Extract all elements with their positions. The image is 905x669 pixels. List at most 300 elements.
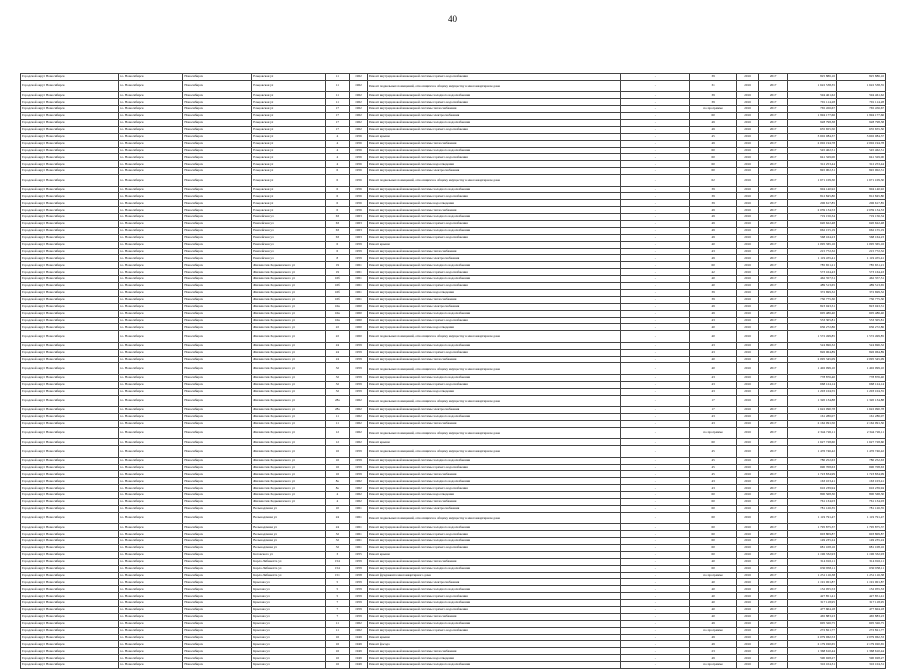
cost-total-cell: 573 164,43 — [836, 269, 885, 276]
street-cell: Жилмассив Ходкевичского ул — [252, 457, 325, 464]
city-cell: Новосибирск — [183, 414, 252, 421]
cost-total-cell: 2 179 020,65 — [836, 641, 885, 648]
street-cell: Ельцовская ул — [252, 200, 325, 207]
street-cell: Вольнодачная ул — [252, 512, 325, 524]
city-cell: Новосибирск — [183, 168, 252, 175]
flag-cell: - — [621, 147, 690, 154]
cost-total-cell: 780 252,63 — [836, 457, 885, 464]
cost-cell: 163 103,41 — [788, 478, 837, 485]
norm-cell: 39 — [690, 200, 737, 207]
table-row — [21, 524, 886, 531]
flag-cell: - — [621, 80, 690, 92]
end-year-cell: 2017 — [759, 310, 788, 317]
work-type-cell: Ремонт внутридомовой инженерной системы горячего водоснабжения — [367, 154, 620, 161]
municipality-cell: г.о. Новосибирск — [118, 478, 182, 485]
cost-cell: 823 043,31 — [788, 303, 837, 310]
district-cell: Городской округ Новосибирск — [21, 593, 119, 600]
city-cell: Новосибирск — [183, 99, 252, 106]
norm-cell: 49 — [690, 234, 737, 241]
district-cell: Городской округ Новосибирск — [21, 193, 119, 200]
norm-cell: 62 — [690, 175, 737, 187]
flag-cell: - — [621, 457, 690, 464]
norm-cell: 39 — [690, 186, 737, 193]
cost-total-cell: 761 134,03 — [836, 499, 885, 506]
work-type-cell: Ремонт внутридомовой инженерной системы горячего водоснабжения — [367, 317, 620, 324]
house-cell: 11 — [325, 80, 349, 92]
year-cell: 1959 — [350, 593, 368, 600]
district-cell: Городской округ Новосибирск — [21, 388, 119, 395]
street-cell: Ельцовская ул — [252, 175, 325, 187]
year-cell: 1959 — [350, 255, 368, 262]
start-year-cell: 2016 — [736, 140, 758, 147]
municipality-cell: г.о. Новосибирск — [118, 342, 182, 349]
table-row — [21, 324, 886, 331]
cost-cell: 1 191 001,87 — [788, 579, 837, 586]
city-cell: Новосибирск — [183, 283, 252, 290]
municipality-cell: г.о. Новосибирск — [118, 262, 182, 269]
cost-total-cell: 730 775,30 — [836, 296, 885, 303]
house-cell: 28а — [325, 407, 349, 414]
cost-total-cell: 1 994 177,66 — [836, 113, 885, 120]
city-cell: Новосибирск — [183, 310, 252, 317]
end-year-cell: 2017 — [759, 227, 788, 234]
house-cell: 28а — [325, 395, 349, 407]
end-year-cell: 2017 — [759, 374, 788, 381]
district-cell: Городской округ Новосибирск — [21, 186, 119, 193]
cost-cell: 272 821,77 — [788, 627, 837, 634]
city-cell: Новосибирск — [183, 154, 252, 161]
norm-cell: 60 — [690, 113, 737, 120]
house-cell: 6 — [325, 175, 349, 187]
start-year-cell: 2016 — [736, 593, 758, 600]
end-year-cell: 2017 — [759, 634, 788, 641]
work-type-cell: Ремонт внутридомовой инженерной системы электроснабжения — [367, 168, 620, 175]
work-type-cell: Ремонт фундамента многоквартирного дома — [367, 572, 620, 579]
year-cell: 1962 — [350, 106, 368, 113]
city-cell: Новосибирск — [183, 126, 252, 133]
end-year-cell: 2017 — [759, 234, 788, 241]
flag-cell: - — [621, 276, 690, 283]
cost-cell: 800 568,30 — [788, 492, 837, 499]
street-cell: Ельцовская ул — [252, 92, 325, 99]
street-cell: Енисейская ул — [252, 227, 325, 234]
table-row — [21, 627, 886, 634]
start-year-cell: 2016 — [736, 662, 758, 669]
start-year-cell: 2016 — [736, 407, 758, 414]
year-cell: 1962 — [350, 80, 368, 92]
house-cell: 8а — [325, 478, 349, 485]
street-cell: Жилмассив Ходкевичского ул — [252, 485, 325, 492]
cost-total-cell: 641 329,00 — [836, 154, 885, 161]
city-cell: Новосибирск — [183, 303, 252, 310]
year-cell: 1949 — [350, 641, 368, 648]
year-cell: 1961 — [350, 269, 368, 276]
work-type-cell: Ремонт внутридомовой инженерной системы горячего водоснабжения — [367, 193, 620, 200]
page-number: 40 — [448, 14, 457, 24]
cost-total-cell: 1 627 728,60 — [836, 439, 885, 446]
norm-cell: 49 — [690, 303, 737, 310]
city-cell: Новосибирск — [183, 381, 252, 388]
end-year-cell: 2017 — [759, 342, 788, 349]
year-cell: 1963 — [350, 214, 368, 221]
work-type-cell: Ремонт внутридомовой инженерной системы горячего водоснабжения — [367, 126, 620, 133]
end-year-cell: 2017 — [759, 283, 788, 290]
year-cell: 1962 — [350, 620, 368, 627]
work-type-cell: Ремонт внутридомовой инженерной системы холодного водоснабжения — [367, 524, 620, 531]
flag-cell: - — [621, 427, 690, 439]
norm-cell: 45 — [690, 446, 737, 458]
flag-cell: - — [621, 234, 690, 241]
house-cell: 6 — [325, 168, 349, 175]
norm-cell: 42 — [690, 269, 737, 276]
start-year-cell: 2016 — [736, 221, 758, 228]
work-type-cell: Ремонт внутридомовой инженерной системы электроснабжения — [367, 505, 620, 512]
municipality-cell: г.о. Новосибирск — [118, 296, 182, 303]
table-row — [21, 342, 886, 349]
house-cell: 16 — [325, 655, 349, 662]
year-cell: 1956 — [350, 175, 368, 187]
start-year-cell: 2016 — [736, 381, 758, 388]
table-row — [21, 80, 886, 92]
house-cell: 8 — [325, 255, 349, 262]
end-year-cell: 2017 — [759, 457, 788, 464]
cost-total-cell: 1 191 001,87 — [836, 579, 885, 586]
cost-cell: 845 002,31 — [788, 168, 837, 175]
cost-total-cell: 2 095 345,09 — [836, 356, 885, 363]
cost-cell: 904 140,92 — [788, 186, 837, 193]
start-year-cell: 2016 — [736, 544, 758, 551]
end-year-cell: 2017 — [759, 168, 788, 175]
district-cell: Городской округ Новосибирск — [21, 92, 119, 99]
cost-total-cell: 312 253,44 — [836, 161, 885, 168]
year-cell: 1960 — [350, 324, 368, 331]
table-row — [21, 457, 886, 464]
start-year-cell: 2016 — [736, 248, 758, 255]
municipality-cell: г.о. Новосибирск — [118, 168, 182, 175]
cost-total-cell: 635 655,50 — [836, 126, 885, 133]
city-cell: Новосибирск — [183, 471, 252, 478]
work-type-cell: Ремонт внутридомовой инженерной системы горячего водоснабжения — [367, 269, 620, 276]
city-cell: Новосибирск — [183, 363, 252, 375]
cost-total-cell: 594 461,62 — [836, 92, 885, 99]
table-row — [21, 579, 886, 586]
street-cell: Карла Либкнехта ул — [252, 558, 325, 565]
cost-cell: 312 253,44 — [788, 161, 837, 168]
year-cell: 1956 — [350, 168, 368, 175]
house-cell: 32 — [325, 388, 349, 395]
norm-cell: 60 — [690, 512, 737, 524]
cost-total-cell: 372 699,32 — [836, 289, 885, 296]
street-cell: Крылова ул — [252, 648, 325, 655]
district-cell: Городской округ Новосибирск — [21, 524, 119, 531]
work-type-cell: Ремонт внутридомовой инженерной системы холодного водоснабжения — [367, 565, 620, 572]
work-type-cell: Ремонт внутридомовой инженерной системы горячего водоснабжения — [367, 531, 620, 538]
start-year-cell: 2016 — [736, 439, 758, 446]
norm-cell: 49 — [690, 207, 737, 214]
house-cell: 6 — [325, 186, 349, 193]
street-cell: Жилмассив Ходкевичского ул — [252, 464, 325, 471]
city-cell: Новосибирск — [183, 175, 252, 187]
street-cell: Жилмассив Ходкевичского ул — [252, 407, 325, 414]
table-row — [21, 551, 886, 558]
end-year-cell: 2017 — [759, 193, 788, 200]
street-cell: Ельцовская ул — [252, 207, 325, 214]
municipality-cell: г.о. Новосибирск — [118, 420, 182, 427]
district-cell: Городской округ Новосибирск — [21, 420, 119, 427]
year-cell: 1961 — [350, 276, 368, 283]
work-type-cell: Ремонт внутридомовой инженерной системы электроснабжения — [367, 303, 620, 310]
start-year-cell: 2016 — [736, 374, 758, 381]
start-year-cell: 2016 — [736, 92, 758, 99]
start-year-cell: 2016 — [736, 478, 758, 485]
cost-total-cell: 465 883,23 — [836, 613, 885, 620]
district-cell: Городской округ Новосибирск — [21, 471, 119, 478]
cost-total-cell: 928 798,38 — [836, 119, 885, 126]
year-cell: 1962 — [350, 499, 368, 506]
year-cell: 1959 — [350, 600, 368, 607]
end-year-cell: 2017 — [759, 414, 788, 421]
work-type-cell: Ремонт внутридомовой инженерной системы холодного водоснабжения — [367, 478, 620, 485]
table-row — [21, 374, 886, 381]
municipality-cell: г.о. Новосибирск — [118, 551, 182, 558]
year-cell: 1959 — [350, 565, 368, 572]
flag-cell: - — [621, 99, 690, 106]
year-cell: 1962 — [350, 478, 368, 485]
end-year-cell: 2017 — [759, 99, 788, 106]
cost-cell: 1 622 538,35 — [788, 80, 837, 92]
year-cell: 1962 — [350, 395, 368, 407]
start-year-cell: 2016 — [736, 80, 758, 92]
year-cell: 1963 — [350, 234, 368, 241]
norm-cell: 45 — [690, 133, 737, 140]
house-cell: 63 — [325, 227, 349, 234]
cost-cell: 590 928,27 — [788, 655, 837, 662]
district-cell: Городской округ Новосибирск — [21, 363, 119, 375]
house-cell: 63 — [325, 221, 349, 228]
house-cell: 32 — [325, 363, 349, 375]
flag-cell: - — [621, 464, 690, 471]
municipality-cell: г.о. Новосибирск — [118, 289, 182, 296]
house-cell: 32 — [325, 538, 349, 545]
city-cell: Новосибирск — [183, 113, 252, 120]
city-cell: Новосибирск — [183, 221, 252, 228]
district-cell: Городской округ Новосибирск — [21, 505, 119, 512]
district-cell: Городской округ Новосибирск — [21, 572, 119, 579]
district-cell: Городской округ Новосибирск — [21, 248, 119, 255]
end-year-cell: 2017 — [759, 207, 788, 214]
municipality-cell: г.о. Новосибирск — [118, 531, 182, 538]
street-cell: Жилмассив Ходкевичского ул — [252, 492, 325, 499]
district-cell: Городской округ Новосибирск — [21, 317, 119, 324]
municipality-cell: г.о. Новосибирск — [118, 303, 182, 310]
district-cell: Городской округ Новосибирск — [21, 620, 119, 627]
table-row — [21, 356, 886, 363]
cost-cell: 215 772,32 — [788, 248, 837, 255]
municipality-cell: г.о. Новосибирск — [118, 255, 182, 262]
city-cell: Новосибирск — [183, 241, 252, 248]
district-cell: Городской округ Новосибирск — [21, 324, 119, 331]
work-type-cell: Ремонт внутридомовой инженерной системы теплоснабжения — [367, 140, 620, 147]
house-cell: 6 — [325, 207, 349, 214]
cost-total-cell: 1 402 099,10 — [836, 363, 885, 375]
city-cell: Новосибирск — [183, 627, 252, 634]
house-cell: 6 — [325, 193, 349, 200]
work-type-cell: Ремонт внутридомовой инженерной системы горячего водоснабжения — [367, 607, 620, 614]
house-cell: 4 — [325, 161, 349, 168]
year-cell: 1962 — [350, 92, 368, 99]
table-row — [21, 310, 886, 317]
cost-total-cell: 800 568,30 — [836, 492, 885, 499]
municipality-cell: г.о. Новосибирск — [118, 388, 182, 395]
district-cell: Городской округ Новосибирск — [21, 262, 119, 269]
municipality-cell: г.о. Новосибирск — [118, 586, 182, 593]
work-type-cell: Ремонт подвальных помещений, относящихся к общему имуществу в многоквартирном доме — [367, 175, 620, 187]
norm-cell: 39 — [690, 296, 737, 303]
city-cell: Новосибирск — [183, 349, 252, 356]
table-row — [21, 414, 886, 421]
year-cell: 1962 — [350, 74, 368, 81]
city-cell: Новосибирск — [183, 388, 252, 395]
cost-cell: 1 251 116,38 — [788, 572, 837, 579]
street-cell: Жилмассив Ходкевичского ул — [252, 296, 325, 303]
table-row — [21, 262, 886, 269]
district-cell: Городской округ Новосибирск — [21, 356, 119, 363]
city-cell: Новосибирск — [183, 634, 252, 641]
house-cell: 154 — [325, 558, 349, 565]
work-type-cell: Ремонт внутридомовой инженерной системы водоотведения — [367, 161, 620, 168]
municipality-cell: г.о. Новосибирск — [118, 464, 182, 471]
cost-cell: 826 064,89 — [788, 349, 837, 356]
district-cell: Городской округ Новосибирск — [21, 234, 119, 241]
work-type-cell: Ремонт внутридомовой инженерной системы холодного водоснабжения — [367, 586, 620, 593]
flag-cell: - — [621, 331, 690, 343]
work-type-cell: Ремонт внутридомовой инженерной системы водоотведения — [367, 388, 620, 395]
house-cell: 3 — [325, 551, 349, 558]
work-type-cell: Ремонт внутридомовой инженерной системы холодного водоснабжения — [367, 147, 620, 154]
district-cell: Городской округ Новосибирск — [21, 227, 119, 234]
cost-total-cell: 826 064,89 — [836, 349, 885, 356]
norm-cell: 60 — [690, 499, 737, 506]
municipality-cell: г.о. Новосибирск — [118, 349, 182, 356]
city-cell: Новосибирск — [183, 407, 252, 414]
cost-total-cell: 317 118,95 — [836, 600, 885, 607]
city-cell: Новосибирск — [183, 593, 252, 600]
city-cell: Новосибирск — [183, 276, 252, 283]
year-cell: 1962 — [350, 627, 368, 634]
flag-cell: - — [621, 119, 690, 126]
house-cell: 6 — [325, 200, 349, 207]
norm-cell: по программе — [690, 572, 737, 579]
table-row — [21, 255, 886, 262]
norm-cell: 40 — [690, 356, 737, 363]
municipality-cell: г.о. Новосибирск — [118, 133, 182, 140]
cost-cell: 641 329,00 — [788, 154, 837, 161]
work-type-cell: Ремонт крыши — [367, 133, 620, 140]
municipality-cell: г.о. Новосибирск — [118, 446, 182, 458]
year-cell: 1961 — [350, 531, 368, 538]
cost-cell: 465 883,23 — [788, 613, 837, 620]
municipality-cell: г.о. Новосибирск — [118, 471, 182, 478]
cost-total-cell: 163 103,41 — [836, 478, 885, 485]
district-cell: Городской округ Новосибирск — [21, 446, 119, 458]
start-year-cell: 2016 — [736, 119, 758, 126]
cost-cell: 616 239,94 — [788, 485, 837, 492]
end-year-cell: 2017 — [759, 324, 788, 331]
house-cell: 16 — [325, 662, 349, 669]
city-cell: Новосибирск — [183, 439, 252, 446]
work-type-cell: Ремонт внутридомовой инженерной системы электроснабжения — [367, 579, 620, 586]
municipality-cell: г.о. Новосибирск — [118, 248, 182, 255]
table-row — [21, 478, 886, 485]
municipality-cell: г.о. Новосибирск — [118, 331, 182, 343]
year-cell: 1959 — [350, 363, 368, 375]
start-year-cell: 2016 — [736, 505, 758, 512]
municipality-cell: г.о. Новосибирск — [118, 524, 182, 531]
district-cell: Городской округ Новосибирск — [21, 395, 119, 407]
start-year-cell: 2016 — [736, 579, 758, 586]
table-row — [21, 620, 886, 627]
work-type-cell: Ремонт внутридомовой инженерной системы теплоснабжения — [367, 207, 620, 214]
work-type-cell: Ремонт внутридомовой инженерной системы теплоснабжения — [367, 106, 620, 113]
cost-cell: 636 272,86 — [788, 324, 837, 331]
district-cell: Городской округ Новосибирск — [21, 374, 119, 381]
cost-cell: 161 286,07 — [788, 414, 837, 421]
house-cell: 7 — [325, 613, 349, 620]
house-cell: 16в — [325, 317, 349, 324]
district-cell: Городской округ Новосибирск — [21, 200, 119, 207]
city-cell: Новосибирск — [183, 499, 252, 506]
district-cell: Городской округ Новосибирск — [21, 161, 119, 168]
year-cell: 1962 — [350, 420, 368, 427]
cost-total-cell: 620 622,48 — [836, 221, 885, 228]
cost-cell: 524 696,32 — [788, 342, 837, 349]
cost-total-cell: 904 140,92 — [836, 186, 885, 193]
work-type-cell: Ремонт внутридомовой инженерной системы водоотведения — [367, 200, 620, 207]
cost-cell: 2 002 194,78 — [788, 140, 837, 147]
district-cell: Городской округ Новосибирск — [21, 648, 119, 655]
end-year-cell: 2017 — [759, 221, 788, 228]
work-type-cell: Ремонт внутридомовой инженерной системы горячего водоснабжения — [367, 99, 620, 106]
year-cell: 1960 — [350, 317, 368, 324]
year-cell: 1962 — [350, 407, 368, 414]
flag-cell: - — [621, 641, 690, 648]
house-cell: 19 — [325, 269, 349, 276]
house-cell: 63 — [325, 234, 349, 241]
house-cell: 24 — [325, 349, 349, 356]
cost-total-cell: 2 002 194,78 — [836, 140, 885, 147]
cost-total-cell: 314 916,11 — [836, 558, 885, 565]
street-cell: Котовского ул — [252, 551, 325, 558]
norm-cell: 43 — [690, 388, 737, 395]
norm-cell: 43 — [690, 317, 737, 324]
norm-cell: 40 — [690, 363, 737, 375]
street-cell: Крылова ул — [252, 641, 325, 648]
norm-cell: 40 — [690, 283, 737, 290]
flag-cell: - — [621, 407, 690, 414]
street-cell: Крылова ул — [252, 613, 325, 620]
cost-cell: 1 622 090,78 — [788, 407, 837, 414]
year-cell: 1959 — [350, 349, 368, 356]
cost-total-cell: 823 043,31 — [836, 303, 885, 310]
street-cell: Ельцовская ул — [252, 154, 325, 161]
table-row — [21, 531, 886, 538]
cost-total-cell: 590 928,27 — [836, 655, 885, 662]
city-cell: Новосибирск — [183, 214, 252, 221]
district-cell: Городской округ Новосибирск — [21, 427, 119, 439]
table-row — [21, 227, 886, 234]
end-year-cell: 2017 — [759, 119, 788, 126]
street-cell: Жилмассив Ходкевичского ул — [252, 381, 325, 388]
